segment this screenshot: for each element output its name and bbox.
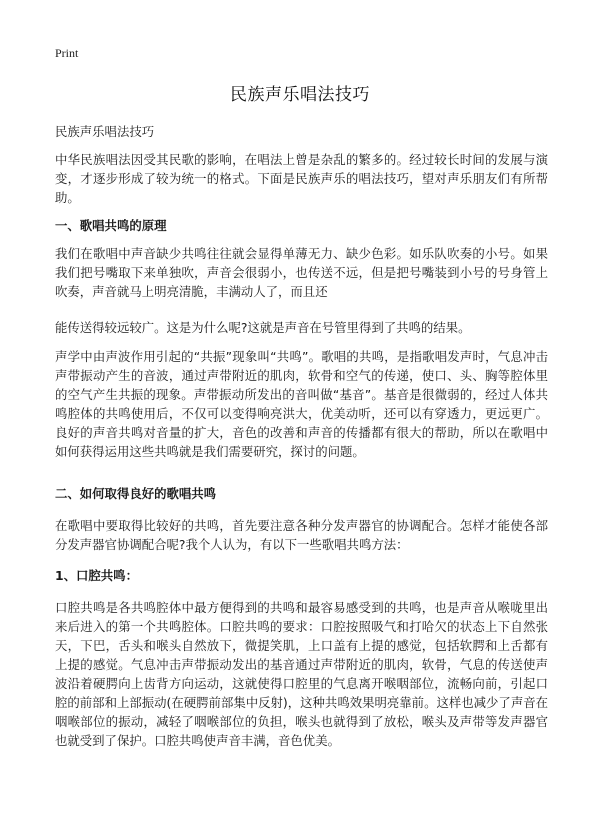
paragraph-trumpet-example-continued: 能传送得较远较广。这是为什么呢?这就是声音在号管里得到了共鸣的结果。 <box>55 320 471 335</box>
paragraph-trumpet-example: 我们在歌唱中声音缺少共鸣往往就会显得单薄无力、缺少色彩。如乐队吹奏的小号。如果我们把号嘴取下来单独吹，声音会很弱小，也传送不远，但是把号嘴装到小号的号身管上吹奏，声音就马上明亮清脆，丰满动人了，而且还 <box>55 246 548 299</box>
document-title: 民族声乐唱法技巧 <box>230 85 370 105</box>
section-heading-oral-resonance: 1、口腔共鸣： <box>55 568 138 583</box>
section-heading-principle: 一、歌唱共鸣的原理 <box>55 218 167 233</box>
paragraph-resonance-definition: 声学中由声波作用引起的“共振”现象叫“共鸣”。歌唱的共鸣，是指歌唱发声时，气息冲击声带振动产生的音波，通过声带附近的肌肉，软骨和空气的传递，使口、头、胸等腔体里的空气产生共振的现象。声带振动所发出的音叫做“基音”。基音是很微弱的，经过人体共鸣腔体的共鸣使用后，不仅可以变得响亮洪大，优美动听，还可以有穿透力，更远更广。良好的声音共鸣对音量的扩大，音色的改善和声音的传播都有很大的帮助，所以在歌唱中如何获得运用这些共鸣就是我们需要研究，探讨的问题。 <box>55 349 548 459</box>
intro-paragraph: 中华民族唱法因受其民歌的影响，在唱法上曾是杂乱的繁多的。经过较长时间的发展与演变，才逐步形成了较为统一的格式。下面是民族声乐的唱法技巧，望对声乐朋友们有所帮助。 <box>55 152 548 205</box>
print-label[interactable]: Print <box>55 46 79 60</box>
document-subtitle: 民族声乐唱法技巧 <box>55 124 155 139</box>
paragraph-coordination: 在歌唱中要取得比较好的共鸣，首先要注意各种分发声器官的协调配合。怎样才能使各部分发声器官协调配合呢?我个人认为，有以下一些歌唱共鸣方法： <box>55 518 548 552</box>
section-heading-how-to: 二、如何取得良好的歌唱共鸣 <box>55 486 217 501</box>
paragraph-oral-resonance: 口腔共鸣是各共鸣腔体中最方便得到的共鸣和最容易感受到的共鸣，也是声音从喉咙里出来后进入的第一个共鸣腔体。口腔共鸣的要求：口腔按照吸气和打哈欠的状态上下自然张天，下巴，舌头和喉头自然放下，微提笑肌，上口盖有上提的感觉，包括软腭和上舌都有上提的感觉。气息冲击声带振动发出的基音通过声带附近的肌肉，软骨，气息的传送使声波沿着硬腭向上齿背方向运动，这就使得口腔里的气息离开喉咽部位，流畅向前，引起口腔的前部和上部振动(在硬腭前部集中反射)，这种共鸣效果明亮靠前。这样也减少了声音在咽喉部位的振动，减轻了咽喉部位的负担，喉头也就得到了放松，喉头及声带等发声器官也就受到了保护。口腔共鸣使声音丰满，音色优美。 <box>55 600 548 748</box>
